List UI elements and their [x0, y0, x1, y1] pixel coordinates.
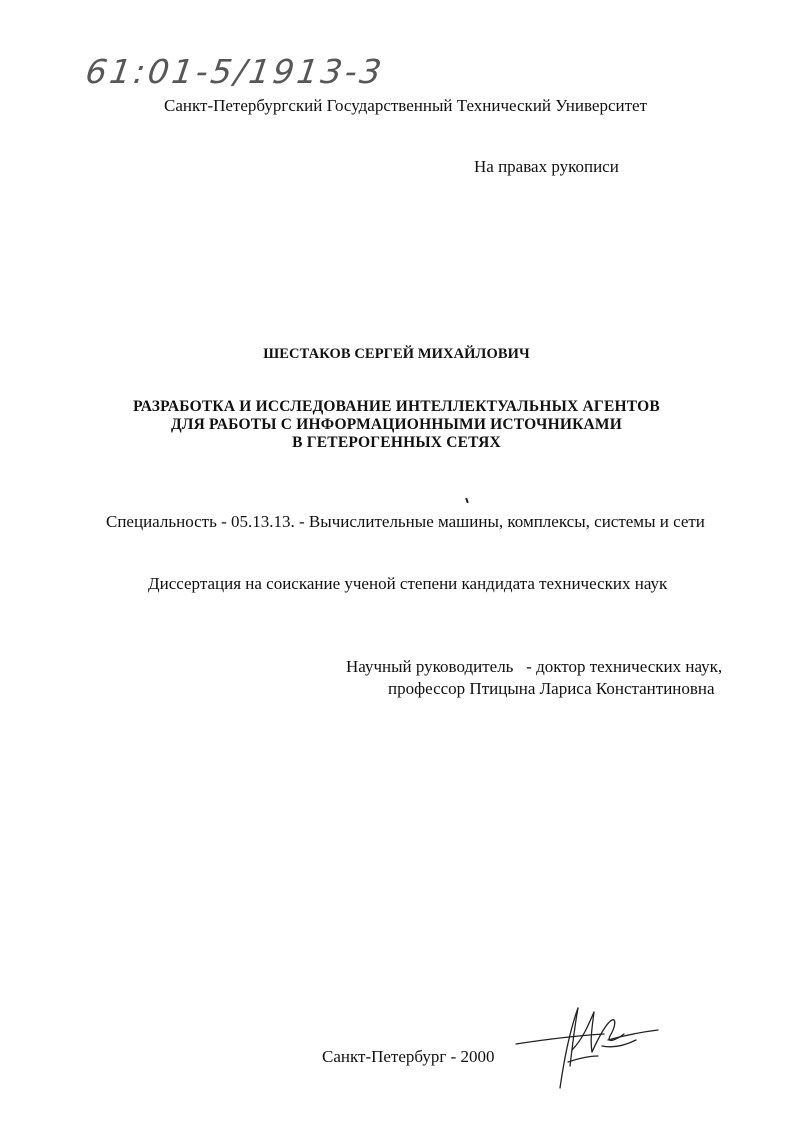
title-line-3: В ГЕТЕРОГЕННЫХ СЕТЯХ [292, 434, 501, 451]
author-name: ШЕСТАКОВ СЕРГЕЙ МИХАЙЛОВИЧ [263, 346, 530, 362]
city-year-footer: Санкт-Петербург - 2000 [322, 1047, 495, 1066]
specialty-line: Специальность - 05.13.13. - Вычислительные машины, комплексы, системы и сети [106, 512, 705, 531]
university-name: Санкт-Петербургский Государственный Технический Университет [164, 96, 648, 115]
title-line-1: РАЗРАБОТКА И ИССЛЕДОВАНИЕ ИНТЕЛЛЕКТУАЛЬНЫХ АГЕНТОВ [133, 398, 660, 415]
supervisor-line-1: Научный руководитель - доктор технических наук, [346, 657, 723, 676]
stray-mark [465, 498, 469, 503]
rights-note: На правах рукописи [474, 157, 619, 176]
title-line-2: ДЛЯ РАБОТЫ С ИНФОРМАЦИОННЫМИ ИСТОЧНИКАМИ [170, 416, 623, 433]
handwritten-catalog-code: 61:01-5/1913-3 [83, 52, 387, 91]
supervisor-line-2: профессор Птицына Лариса Константиновна [388, 679, 715, 698]
dissertation-line: Диссертация на соискание ученой степени кандидата технических наук [148, 574, 668, 593]
signature-icon [512, 1000, 662, 1090]
